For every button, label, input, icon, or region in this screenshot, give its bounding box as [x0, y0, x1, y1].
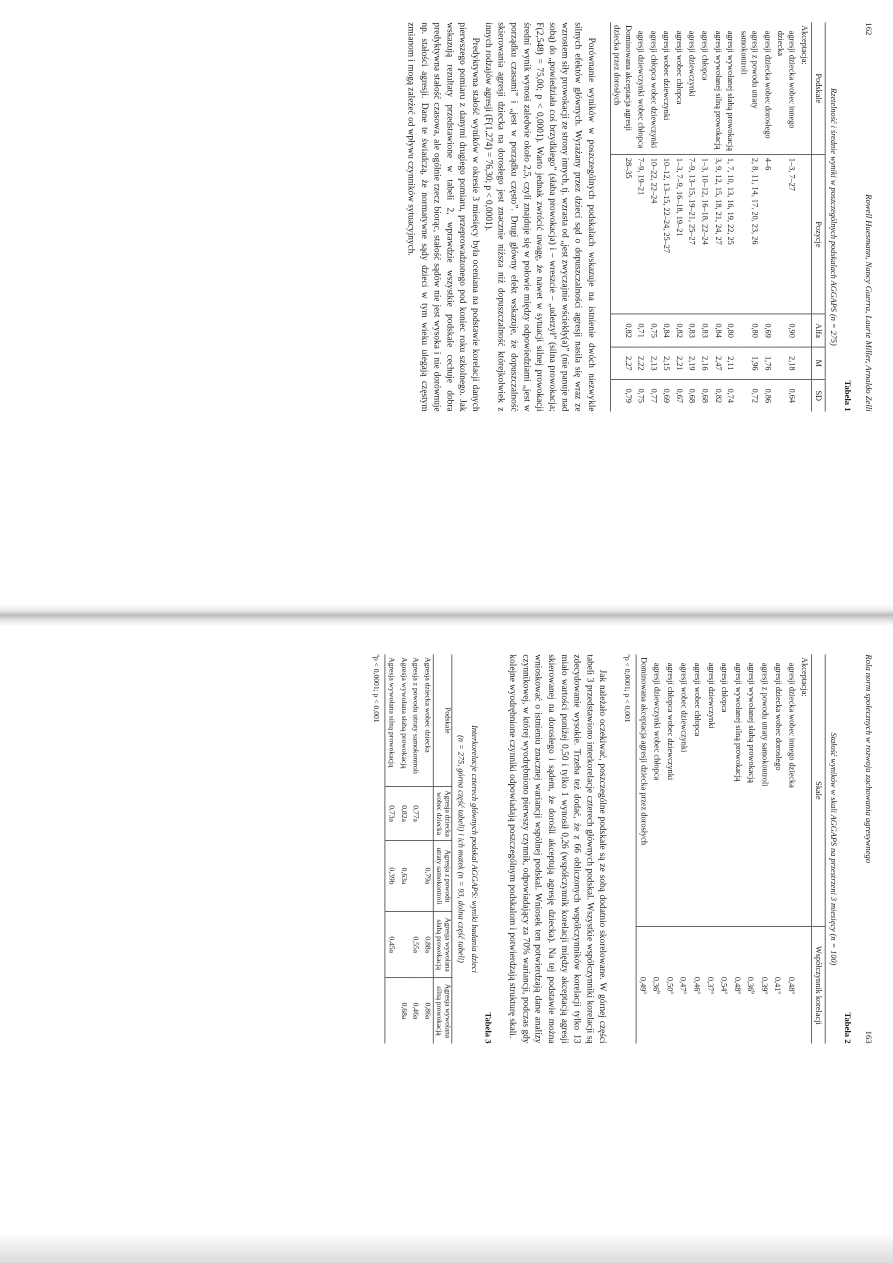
correlation-cell: 0,68a	[397, 978, 409, 1044]
correlation-value: 0,36	[746, 976, 756, 992]
running-header	[863, 22, 875, 411]
column-header: Podskale	[433, 654, 452, 786]
body-text-162	[405, 22, 598, 411]
items-cell: 1–3, 7–9, 16–18, 19–21	[673, 155, 686, 314]
header-m: M	[812, 347, 825, 380]
scale-name: agresji wywołanej silną prowokacją	[713, 30, 724, 150]
header-row	[433, 654, 452, 1043]
correlation-cell	[772, 927, 785, 1044]
correlation-value: 0,39	[759, 976, 770, 992]
column-header: Agresja z powodu utraty samokontroli	[433, 840, 452, 911]
table-row	[677, 654, 690, 1043]
correlation-value: 0,48	[732, 976, 743, 992]
significance-mark: a	[682, 991, 690, 994]
mean-cell: 2,16	[699, 347, 712, 380]
table-row	[686, 22, 699, 411]
scale-name: agresji chłopca wobec dziewczynki	[649, 30, 660, 149]
mean-cell: 2,13	[648, 347, 661, 380]
sd-cell: 0,72	[737, 380, 761, 412]
section-label: Akceptacja:	[800, 25, 810, 65]
scale-name: agresji dziewczynki	[706, 662, 717, 729]
items-cell: 4–6	[761, 155, 774, 314]
correlation-value: 0,50	[665, 976, 676, 992]
table-3-caption-1: Interkorelacje czterech głównych podskal AGGAPS: wyniki badania dzieci	[470, 725, 480, 973]
sd-cell: 0,82	[712, 380, 725, 412]
table-2-caption: Stałość wyników w skali AGGAPS na przestrzeni 3 miesięcy (n = 100)	[829, 732, 839, 966]
table-1-body	[610, 22, 811, 411]
scale-name: agresji dziewczynki wobec chłopca	[652, 662, 663, 781]
paragraph: Predyktywna stałość wyników w okresie 3 miesięcy była oceniana na podstawie korelacji danych pierwszego pomiaru z danymi drugiego pomiaru, przeprowadzonego pod koniec roku szkolnego. Jak wskazują rezultaty przedstawione w tabeli 2, wprawdzie wszystkie podskale cechuje dobra predyktywna stałość czasowa, ale ogólnie rzecz biorąc, stałość sądów nie jest wysoka i nie dorównuje np. stałości agresji. Dane te świadczą, że normatywne sądy dzieci w tym wieku ulegają częstym zmianom i mogą zależeć od wpływu czynników sytuacyjnych.	[406, 22, 482, 412]
table-3-footnote: $^a$p < 0,0001; p < 0,001	[371, 654, 383, 723]
sd-cell: 0,68	[699, 380, 712, 412]
mean-cell: 2,22	[635, 347, 648, 380]
significance-mark: a	[709, 991, 717, 994]
alpha-cell: 0,84	[712, 314, 725, 347]
table-row	[673, 22, 686, 411]
scale-name: agresji dziecka wobec dorosłego	[773, 662, 784, 771]
page-162	[287, 10, 880, 424]
correlation-cell	[385, 978, 397, 1044]
alpha-cell: 0,83	[699, 314, 712, 347]
correlation-cell: 0,86a	[421, 978, 433, 1044]
body-text-163	[506, 654, 609, 1043]
sd-cell: 0,75	[635, 380, 648, 412]
correlation-cell	[664, 927, 677, 1044]
items-cell: 7–9, 13–15, 19–21, 25–27	[686, 155, 699, 314]
correlation-cell: 0,88a	[421, 912, 433, 978]
table-row	[699, 22, 712, 411]
correlation-cell: 0,63a	[397, 840, 409, 911]
scale-name: agresji wobec chłopca	[693, 662, 703, 737]
significance-mark: b	[656, 991, 663, 995]
header-wspolczynnik: Współczynnik korelacji	[812, 927, 825, 1044]
sd-cell: 0,79	[610, 380, 635, 412]
correlation-cell	[421, 787, 433, 841]
table-row	[774, 22, 798, 411]
header-skale: Skale	[812, 654, 825, 926]
table-row	[785, 654, 798, 1043]
items-cell: 1–3, 7–27	[774, 155, 798, 314]
table-row	[664, 654, 677, 1043]
row-label: Agresja wywołana silną prowokacją	[385, 654, 397, 786]
correlation-cell	[745, 927, 758, 1044]
mean-cell: 2,15	[660, 347, 673, 380]
correlation-cell	[758, 927, 771, 1044]
table-row	[798, 654, 811, 1043]
header-pozycje: Pozycje	[812, 155, 825, 314]
scale-name: Dominowana akceptacja agresji dziecka przez dorosłych	[636, 654, 650, 926]
table-row	[397, 654, 409, 1043]
table-1-caption: Rzetelność i średnie wyniki w poszczególnych podskalach AGGAPS (n = 275)	[829, 88, 839, 346]
section-label: Akceptacja:	[800, 657, 810, 697]
alpha-cell: 0,69	[761, 314, 774, 347]
correlation-cell: 0,73a	[385, 787, 397, 841]
sd-cell: 0,77	[648, 380, 661, 412]
items-cell: 3, 9, 12, 15, 18, 21, 24, 27	[712, 155, 725, 314]
correlation-cell: 0,45a	[385, 912, 397, 978]
page-number: 162	[864, 22, 874, 36]
correlation-cell: 0,82a	[397, 787, 409, 841]
alpha-cell: 0,75	[648, 314, 661, 347]
alpha-cell: 0,83	[686, 314, 699, 347]
correlation-cell	[650, 927, 663, 1044]
sd-cell: 0,67	[673, 380, 686, 412]
correlation-cell	[785, 927, 798, 1044]
scale-name: agresji dziewczynki	[687, 30, 698, 97]
mean-cell: 2,47	[712, 347, 725, 380]
correlation-cell	[718, 927, 731, 1044]
scale-name: agresji chłopca wobec dziewczynki	[666, 662, 676, 781]
table-row	[758, 654, 771, 1043]
items-cell: 10–12, 13–15, 22–24, 25–27	[660, 155, 673, 314]
table-row	[691, 654, 704, 1043]
table-row	[712, 22, 725, 411]
sd-cell: 0,68	[686, 380, 699, 412]
correlation-value: 0,47	[678, 976, 689, 992]
correlation-cell	[636, 927, 650, 1044]
table-row	[648, 22, 661, 411]
row-label: Agresja dziecka wobec dziecka	[423, 657, 432, 753]
page-number: 163	[864, 1030, 874, 1044]
table-2	[636, 654, 826, 1043]
mean-cell: 1,76	[761, 347, 774, 380]
footnote-text: p < 0,0001; p < 0,001	[371, 656, 381, 723]
mean-cell: 2,18	[774, 347, 798, 380]
running-head-title: Rola norm społecznych w rozwoju zachowania agresywnego	[864, 654, 874, 864]
items-cell: 2, 8, 11, 14, 17, 20, 23, 26	[737, 155, 761, 314]
items-cell: 10–22, 22–24	[648, 155, 661, 314]
table-3-head	[433, 654, 452, 1043]
correlation-cell	[691, 927, 704, 1044]
table-1-label: Tabela 1	[842, 380, 853, 412]
significance-mark: b	[750, 991, 757, 995]
mean-cell: 2,11	[724, 347, 737, 380]
scan-edge-shadow	[0, 1232, 893, 1263]
scale-name: agresji wobec dziewczynki	[679, 662, 690, 753]
correlation-value: 0,36	[651, 976, 662, 992]
row-label: Agresja wywołana słabą prowokacją	[399, 657, 408, 769]
table-2-body	[636, 654, 811, 1043]
scale-name: agresji wobec chłopca	[675, 30, 685, 105]
header-alfa: Alfa	[812, 314, 825, 347]
mean-cell: 1,96	[737, 347, 761, 380]
table-3-label: Tabela 3	[483, 1012, 494, 1044]
scale-name: agresji z powodu utraty samokontroli	[739, 30, 761, 109]
alpha-cell: 0,71	[635, 314, 648, 347]
footnote-text: p < 0,0001; p < 0,001	[623, 656, 632, 723]
table-row	[761, 22, 774, 411]
correlation-cell	[397, 912, 409, 978]
scale-name: agresji dziecka wobec innego dziecka	[776, 30, 798, 129]
correlation-cell	[677, 927, 690, 1044]
mean-cell: 2,21	[673, 347, 686, 380]
scale-name: agresji chłopca	[700, 30, 711, 81]
table-row	[731, 654, 744, 1043]
significance-mark: a	[790, 991, 798, 994]
column-header: Agresja dziecka wobec dziecka	[433, 787, 452, 841]
table-row	[737, 22, 761, 411]
correlation-cell	[731, 927, 744, 1044]
items-cell: 7–9, 19–21	[635, 155, 648, 314]
scale-name: agresji wobec dziewczynki	[662, 30, 672, 121]
significance-mark: a	[763, 991, 771, 994]
alpha-cell: 0,90	[774, 314, 798, 347]
sd-cell: 0,64	[774, 380, 798, 412]
items-cell: 1–3, 10–12, 16–18, 22–24	[699, 155, 712, 314]
scale-name: agresji chłopca	[720, 662, 730, 713]
column-header: Agresja wywołana silną prowokacją	[433, 978, 452, 1044]
items-cell: 28–35	[610, 155, 635, 314]
table-row	[421, 654, 433, 1043]
table-3	[385, 654, 452, 1043]
scale-name: Dominowana akceptacja agresji dziecka przez dorosłych	[610, 22, 635, 154]
sd-cell: 0,69	[660, 380, 673, 412]
scale-name: agresji wywołanej silną prowokacją	[733, 662, 744, 782]
correlation-cell	[704, 927, 717, 1044]
table-row	[660, 22, 673, 411]
paragraph: Jak należało oczekiwać, poszczególne podskale są ze sobą dodatnio skorelowane. W górnej części tabeli 3 przedstawiono interkorelacje czterech głównych podskal. Wszystkie współczynniki korelacji są zdecydowanie wysokie. Trzeba też dodać, że z 66 obliczonych współczynników korelacji tylko 13 miało wartości poniżej 0,50 i tylko 1 wynosił 0,26 (współczynnik korelacji między akceptacją agresji skierowanej na dorosłego i sądem, że dorośli akceptują agresję dziecka). Na tej podstawie można wnioskować o istnieniu znacznej wariancji wspólnej podskal. Wniosek ten potwierdzają dane analizy czynnikowej, w której wyodrębniono pierwszy czynnik, odpowiadający za 70% wariancji, podczas gdy kolejne wyodrębnione czynniki odpowiadają poszczególnym podskalom i potwierdzają strukturę skali.	[508, 654, 609, 1044]
significance-mark: a	[696, 991, 703, 994]
scale-name: agresji dziecka wobec dorosłego	[763, 30, 773, 139]
correlation-value: 0,41	[773, 976, 783, 992]
table-row	[745, 654, 758, 1043]
page-163	[287, 642, 880, 1056]
correlation-cell: 0,46a	[409, 978, 421, 1044]
correlation-cell: 0,39b	[385, 840, 397, 911]
table-2-label: Tabela 2	[842, 1012, 853, 1044]
significance-mark: a	[642, 991, 649, 994]
significance-mark: a	[736, 991, 744, 994]
significance-mark: a	[669, 991, 676, 994]
scale-name: agresji wywołanej słabą prowokacją	[726, 30, 736, 151]
table-row	[635, 22, 648, 411]
correlation-value: 0,46	[692, 976, 703, 992]
table-3-body	[385, 654, 433, 1043]
sd-cell: 0,74	[724, 380, 737, 412]
items-cell: 1, 7, 10, 13, 16, 19, 22, 25	[724, 155, 737, 314]
table-row	[718, 654, 731, 1043]
table-row	[409, 654, 421, 1043]
mean-cell: 2,19	[686, 347, 699, 380]
table-row	[385, 654, 397, 1043]
alpha-cell: 0,82	[673, 314, 686, 347]
significance-mark: a	[723, 991, 730, 994]
row-label: Agresja z powodu utraty samokontroli	[411, 657, 420, 774]
correlation-value: 0,54	[719, 976, 729, 992]
correlation-cell: 0,77a	[409, 787, 421, 841]
paragraph: Porównanie wyników w poszczególnych podskalach wskazuje na istnienie dwóch niezwykle silnych efektów głównych. Wyrażany przez dzieci sąd o dopuszczalności agresji nasila się wraz ze wzrostem siły prowokacji ze strony innych, tj. wzrasta od „jest zwyczajnie wściekły(a)” (nie panuje nad sobą) do „powiedziała coś brzydkiego” (słaba prowokacja) i – wreszcie – „uderzył” (silna prowokacja; F(2,548) = 75,00; p < 0,0001). Warto jednak zwrócić uwagę, że nawet w sytuacji silnej prowokacji średni wynik wynosi zaledwie około 2,5, czyli znajduje się w połowie między odpowiedziami „jest w porządku czasami” i „jest w porządku często”. Drugi główny efekt wskazuje, że dopuszczalność skierowania agresji dziecka na dorosłego jest znacznie niższa niż dopuszczalność którejkolwiek z innych rodzajów agresji (F(1,274) = 76,30; p < 0,0001).	[483, 22, 597, 412]
table-row	[704, 654, 717, 1043]
significance-mark: a	[777, 991, 784, 994]
correlation-value: 0,48	[786, 976, 797, 992]
mean-cell: 2,27	[610, 347, 635, 380]
scale-name: agresji dziewczynki wobec chłopca	[636, 30, 647, 149]
table-1	[610, 22, 825, 411]
alpha-cell: 0,84	[660, 314, 673, 347]
scan-fold-shadow	[0, 604, 893, 626]
correlation-cell: 0,55a	[409, 912, 421, 978]
correlation-value: 0,49	[638, 976, 649, 992]
scale-name: agresji dziecka wobec innego dziecka	[787, 662, 798, 788]
column-header: Agresja wywołana słabą prowokacją	[433, 912, 452, 978]
alpha-cell: 0,82	[610, 314, 635, 347]
table-row	[650, 654, 663, 1043]
correlation-cell: 0,79a	[421, 840, 433, 911]
header-podskale: Podskale	[812, 22, 825, 154]
scale-name: agresji wywołanej słabą prowokacją	[746, 662, 757, 783]
table-row	[798, 22, 811, 411]
table-row	[724, 22, 737, 411]
alpha-cell: 0,80	[737, 314, 761, 347]
table-row	[610, 22, 635, 411]
running-head-authors: Rowell Huesmann, Nancy Guerra, Laurie Miller, Arnaldo Zelli	[864, 194, 874, 412]
scale-name: agresji z powodu utraty samokontroli	[760, 662, 771, 787]
alpha-cell: 0,80	[724, 314, 737, 347]
sd-cell: 0,86	[761, 380, 774, 412]
table-3-caption-2: (n = 275, górna część tabeli) i ich matek (n = 93, dolna część tabeli)	[456, 735, 466, 963]
correlation-value: 0,37	[705, 976, 716, 992]
correlation-cell	[409, 840, 421, 911]
table-row	[772, 654, 785, 1043]
running-header	[863, 654, 875, 1043]
table-2-footnote: $^a$p < 0,0001; p < 0,001	[623, 654, 634, 723]
header-sd: SD	[812, 380, 825, 412]
table-row	[636, 654, 650, 1043]
